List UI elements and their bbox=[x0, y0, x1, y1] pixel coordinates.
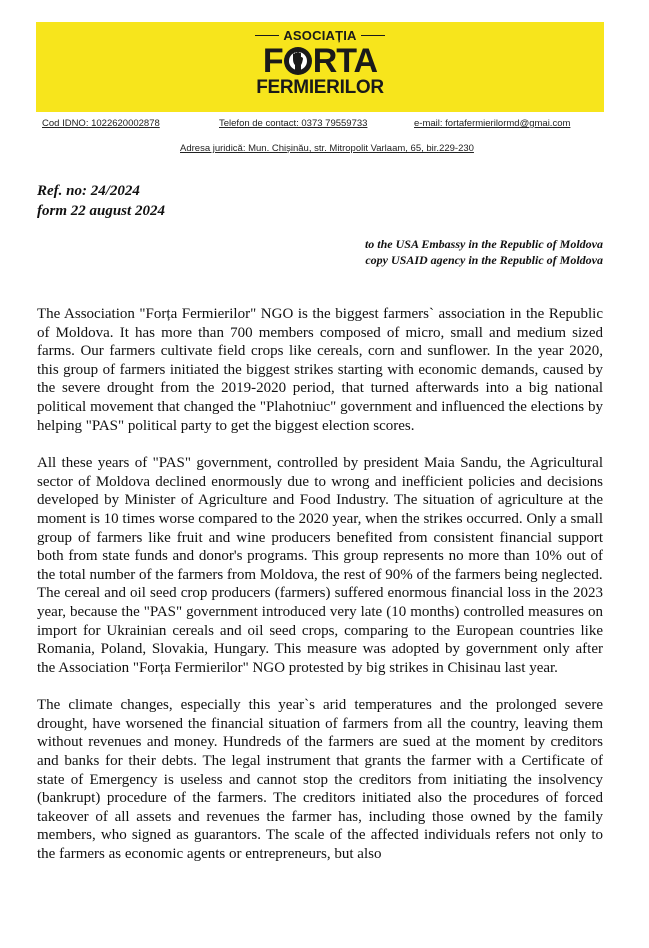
reference-date: form 22 august 2024 bbox=[37, 203, 165, 219]
body-paragraph: The climate changes, especially this year`s arid temperatures and the prolonged severe drought, have worsened the financial situation of farmers from all the country, leaving them without revenues and money. Hundreds of the farmers are sued at the moment by creditors and banks for their debts. The legal instrument that grants the farmer with a Certificate of state of Emergency is useless and cannot stop the creditors from initiating the insolvency (bankrupt) procedure of the farmers. The creditors initiated also the procedures of forced takeover of all assets and revenues the farmer has, including those owned by the family members, who signed as guarantors. The scale of the affected individuals refers not only to the farmers as economic agents or entrepreneurs, but also bbox=[37, 697, 603, 863]
association-logo bbox=[245, 28, 395, 98]
legal-address: Adresa juridică: Mun. Chișinău, str. Mitropolit Varlaam, 65, bir.229-230 bbox=[180, 143, 474, 154]
body-paragraph: The Association "Forța Fermierilor" NGO is the biggest farmers` association in the Republic of Moldova. It has more than 700 members composed of micro, small and medium sized farms. Our farmers cultivate field crops like cereals, corn and sunflower. In the year 2020, this group of farmers initiated the biggest strikes starting with economic demands, caused by the severe drought from the 2019-2020 period, that turned afterwards into a big national political movement that changed the "Plahotniuc" government and influenced the elections by helping "PAS" political party to get the biggest election scores. bbox=[37, 306, 603, 434]
contact-email-link[interactable]: e-mail: fortafermierilormd@gmai.com bbox=[414, 118, 571, 129]
raised-fist-icon bbox=[284, 47, 312, 75]
recipients-block bbox=[365, 236, 603, 268]
letterhead-banner bbox=[36, 22, 604, 112]
idno-code: Cod IDNO: 1022620002878 bbox=[42, 118, 160, 129]
reference-number: Ref. no: 24/2024 bbox=[37, 183, 140, 199]
body-paragraph: All these years of "PAS" government, controlled by president Maia Sandu, the Agricultural sector of Moldova declined enormously due to wrong and inefficient policies and decisions developed by Minister of Agriculture and Food Industry. The situation of agriculture at the moment is 10 times worse compared to the 2020 year, when the strikes occurred. Only a small group of farmers like fruit and wine producers benefited from consistent financial support both from state funds and donor's programs. This group represents no more than 10% out of the total number of the farmers from Moldova, the rest of 90% of the farmers being neglected. bbox=[37, 455, 603, 583]
logo-main-word-left: F bbox=[262, 42, 283, 80]
logo-top-word: ASOCIAȚIA bbox=[283, 28, 357, 43]
logo-main-word-right: RTA bbox=[312, 42, 378, 80]
logo-divider-right bbox=[361, 35, 385, 37]
letter-body bbox=[37, 305, 603, 864]
reference-block bbox=[37, 181, 165, 221]
logo-divider-left bbox=[255, 35, 279, 37]
logo-bottom-word: FERMIERILOR bbox=[256, 77, 384, 98]
logo-top-line bbox=[245, 28, 395, 43]
contact-phone[interactable]: Telefon de contact: 0373 79559733 bbox=[219, 118, 368, 129]
recipient-primary: to the USA Embassy in the Republic of Moldova bbox=[364, 237, 603, 251]
recipient-copy: copy USAID agency in the Republic of Moldova bbox=[365, 253, 603, 267]
body-paragraph: The cereal and oil seed crop producers (farmers) suffered enormous financial loss in the 2023 year, because the "PAS" government introduced very late (10 months) controlled measures on import for Ukrainian cereals and oil seed crops, comparing to the European countries like Romania, Poland, Slovakia, Hungary. This measure was adopted by government only after the Association "Forța Fermierilor" NGO protested by big strikes in Chisinau last year. bbox=[37, 585, 603, 676]
logo-main-word bbox=[245, 44, 395, 78]
